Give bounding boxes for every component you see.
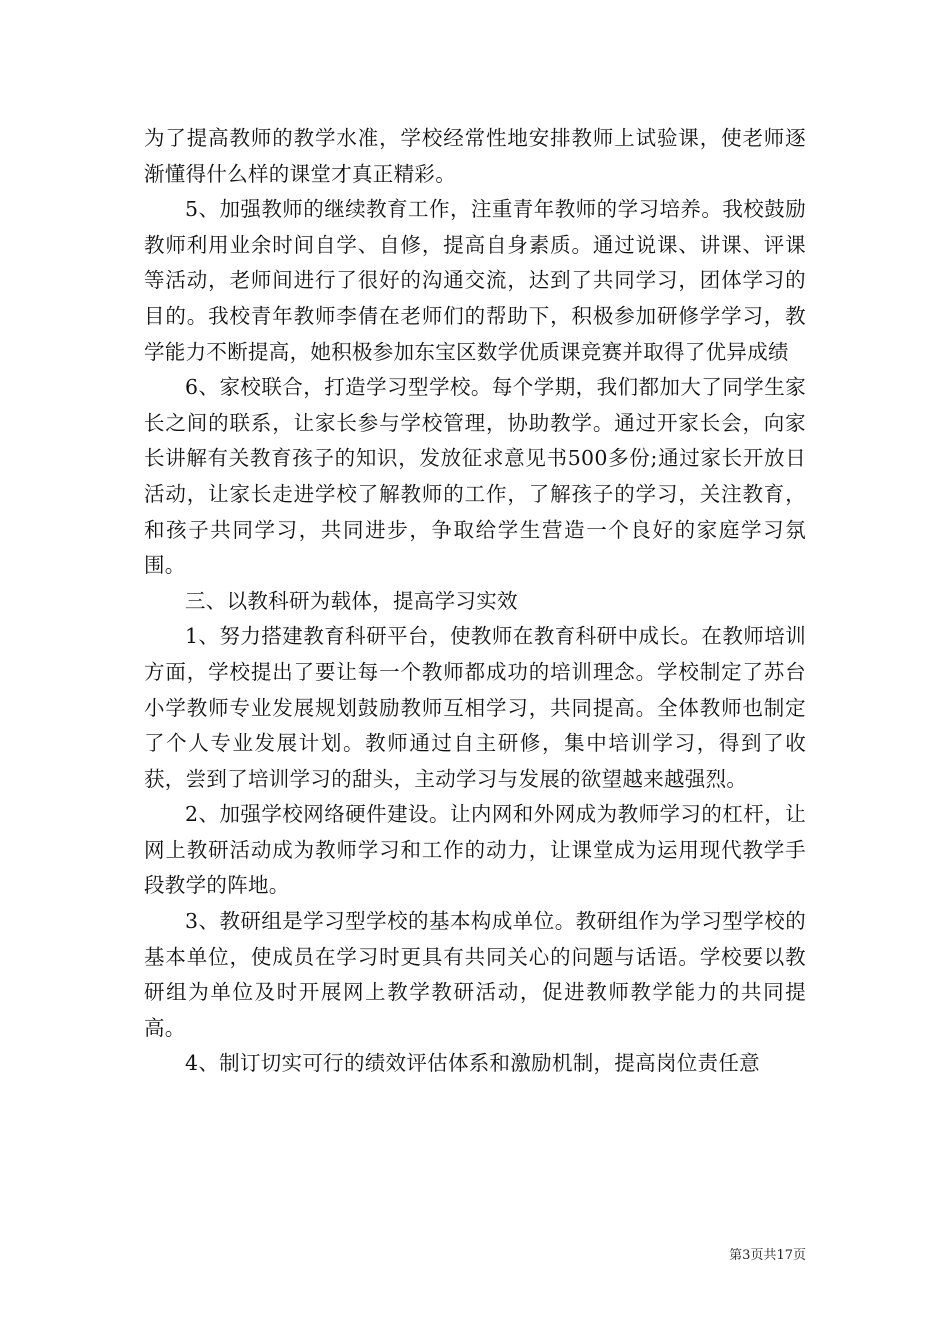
paragraph: 6、家校联合，打造学习型学校。每个学期，我们都加大了同学生家长之间的联系，让家长参与学校管理，协助教学。通过开家长会，向家长讲解有关教育孩子的知识，发放征求意见书500多份;通过家长开放日活动，让家长走进学校了解教师的工作，了解孩子的学习，关注教育，和孩子共同学习，共同进步，争取给学生营造一个良好的家庭学习氛围。 — [144, 375, 806, 578]
page-number-label: 第3页共17页 — [729, 1248, 806, 1263]
paragraph: 为了提高教师的教学水准，学校经常性地安排教师上试验课，使老师逐渐懂得什么样的课堂才真正精彩。 — [144, 126, 806, 186]
paragraph: 5、加强教师的继续教育工作，注重青年教师的学习培养。我校鼓励教师利用业余时间自学、自修，提高自身素质。通过说课、讲课、评课等活动，老师间进行了很好的沟通交流，达到了共同学习，团体学习的目的。我校青年教师李倩在老师们的帮助下，积极参加研修学学习，教学能力不断提高，她积极参加东宝区数学优质课竞赛并取得了优异成绩 — [144, 197, 806, 364]
paragraph: 1、努力搭建教育科研平台，使教师在教育科研中成长。在教师培训方面，学校提出了要让每一个教师都成功的培训理念。学校制定了苏台小学教师专业发展规划鼓励教师互相学习，共同提高。全体教师也制定了个人专业发展计划。教师通过自主研修，集中培训学习，得到了收获，尝到了培训学习的甜头，主动学习与发展的欲望越来越强烈。 — [144, 624, 806, 791]
document-body — [144, 121, 806, 1082]
paragraph: 4、制订切实可行的绩效评估体系和激励机制，提高岗位责任意 — [185, 1051, 760, 1076]
paragraph: 2、加强学校网络硬件建设。让内网和外网成为教师学习的杠杆，让网上教研活动成为教师学习和工作的动力，让课堂成为运用现代教学手段教学的阵地。 — [144, 802, 806, 898]
paragraph: 3、教研组是学习型学校的基本构成单位。教研组作为学习型学校的基本单位，使成员在学习时更具有共同关心的问题与话语。学校要以教研组为单位及时开展网上教学教研活动，促进教师教学能力的共同提高。 — [144, 909, 806, 1040]
page-number-footer — [0, 1246, 806, 1266]
section-heading: 三、以教科研为载体，提高学习实效 — [185, 588, 518, 613]
